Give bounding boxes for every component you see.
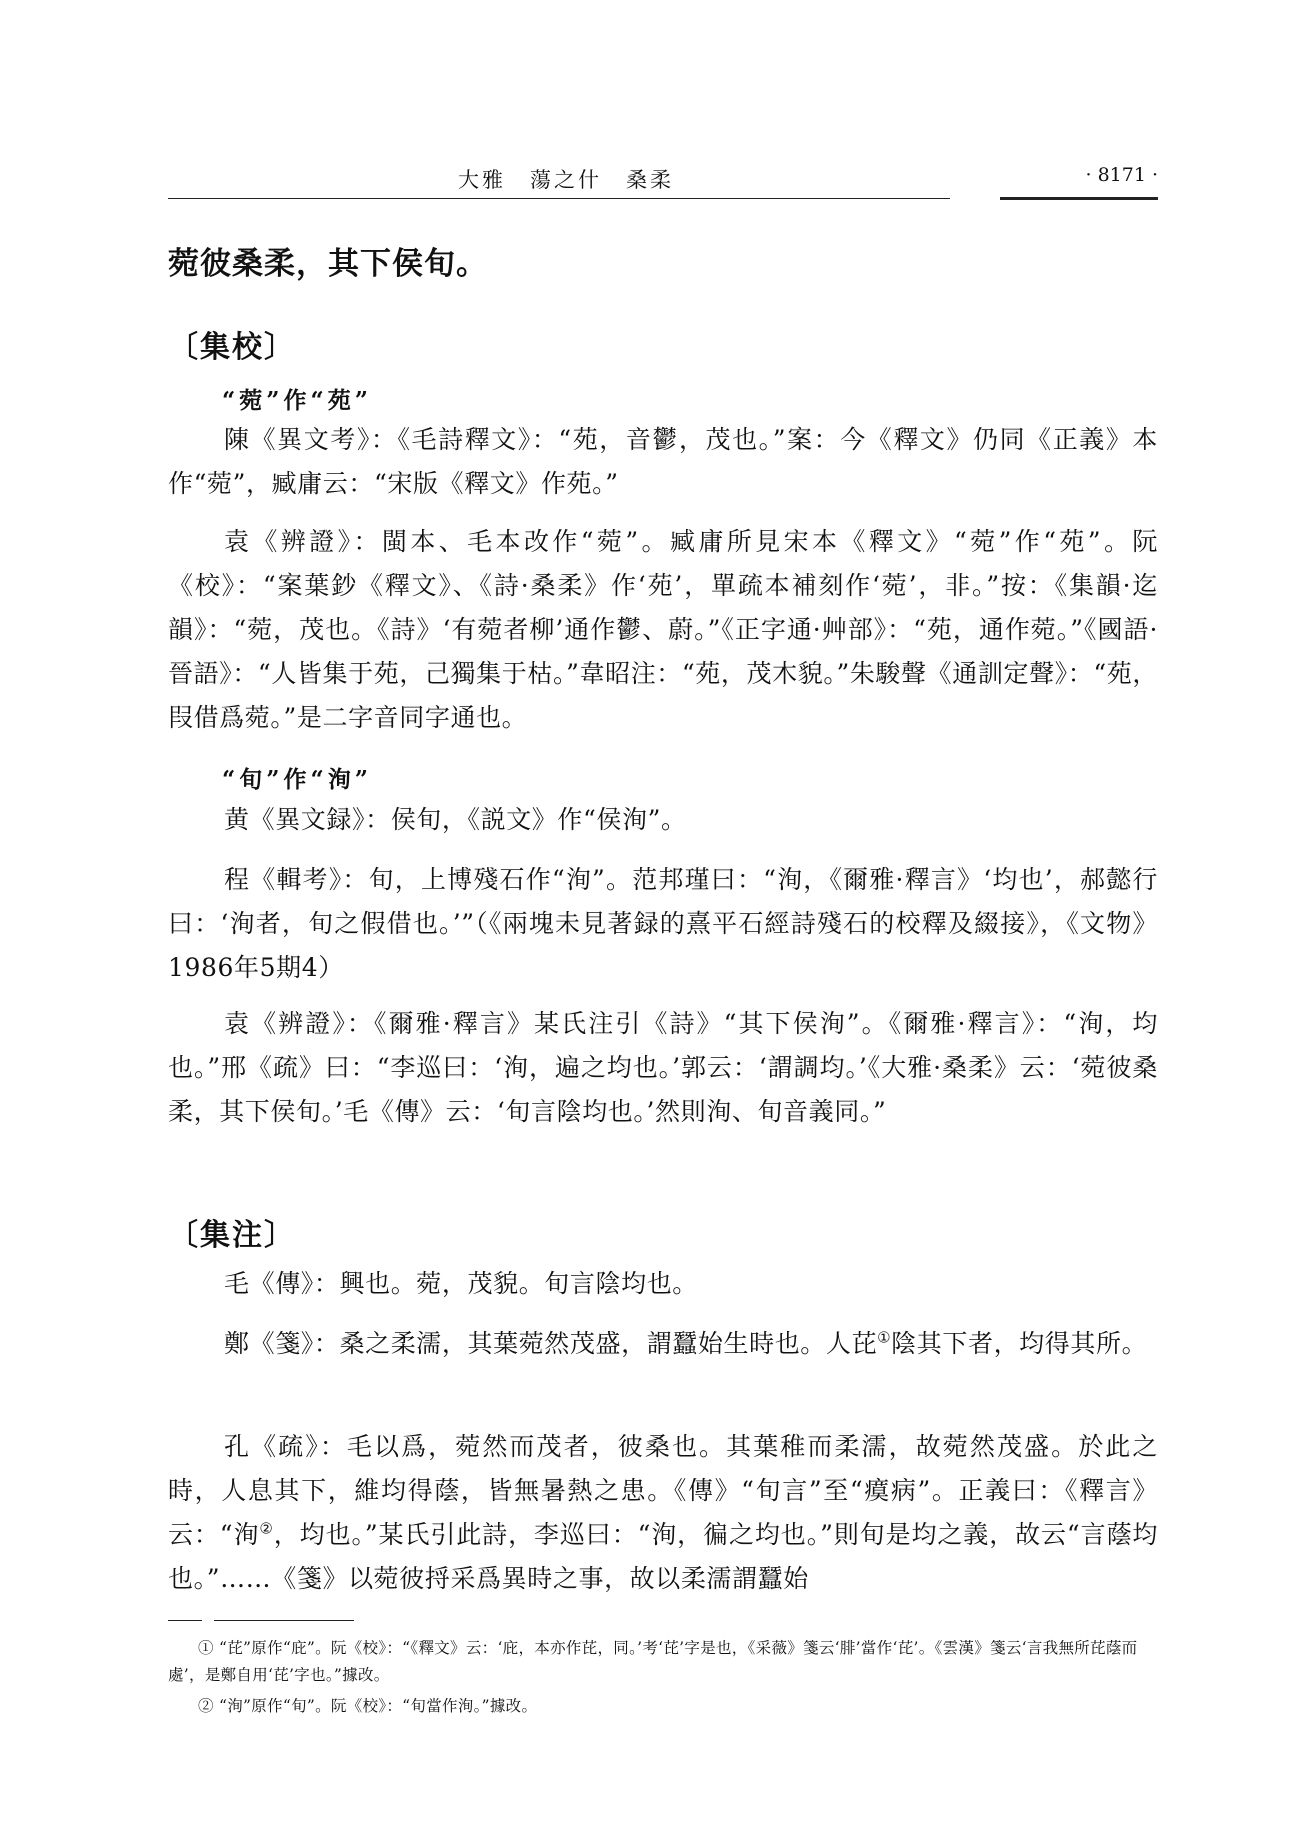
footnote-2: ② “洵”原作“旬”。阮《校》：“旬當作洵。”據改。 — [198, 1697, 538, 1715]
page-number: · 8171 · — [1085, 164, 1158, 186]
paragraph-chen-yiwenkao: 陳《異文考》：《毛詩釋文》：“苑，音鬱，茂也。”案：今《釋文》仍同《正義》本作“菀”，臧庸云：“宋版《釋文》作苑。” — [168, 425, 1158, 498]
header-rule-thick — [1000, 197, 1158, 200]
running-header-title: 大雅 蕩之什 桑柔 — [458, 168, 674, 192]
footnote-rule — [214, 1620, 354, 1621]
header-rule — [168, 198, 950, 199]
footnote-rule — [168, 1620, 202, 1621]
text-run: 孔《疏》：毛以爲，菀然而茂者，彼桑也。其葉稚而柔濡，故菀然茂盛。於此之時，人息其下，維均得蔭，皆無暑熱之患。《傳》“旬言”至“瘼病”。正義曰：《釋言》云：“洵 — [168, 1432, 1158, 1549]
section-heading-jijiao: 〔集校〕 — [168, 330, 296, 365]
text-run: ，均也。”某氏引此詩，李巡曰：“洵，徧之均也。”則旬是均之義，故云“言蔭均也。”……《箋》以菀彼捋采爲異時之事，故以柔濡謂蠶始 — [168, 1520, 1158, 1593]
paragraph-yuan-bianzheng-2: 袁《辨證》：《爾雅·釋言》某氏注引《詩》“其下侯洵”。《爾雅·釋言》：“洵，均也。”邢《疏》曰：“李巡曰：‘洵，遍之均也。’郭云：‘謂調均。’《大雅·桑柔》云：‘菀彼桑柔，其下侯旬。’毛《傳》云：‘旬言陰均也。’然則洵、旬音義同。” — [168, 1009, 1158, 1126]
text-run: 鄭《箋》：桑之柔濡，其葉菀然茂盛，謂蠶始生時也。人芘 — [224, 1329, 878, 1358]
main-verse: 菀彼桑柔，其下侯旬。 — [168, 246, 488, 282]
footnote-ref-2: ② — [259, 1519, 274, 1538]
paragraph-kong-shu — [168, 1425, 1158, 1601]
running-header — [168, 158, 1158, 198]
paragraph-yuan-bianzheng-1: 袁《辨證》：閩本、毛本改作“菀”。臧庸所見宋本《釋文》“菀”作“苑”。阮《校》：“案葉鈔《釋文》、《詩·桑柔》作‘苑’，單疏本補刻作‘菀’，非。”按：《集韻·迄韻》：“菀，茂也。《詩》‘有菀者柳’通作鬱、蔚。”《正字通·艸部》：“苑，通作菀。”《國語·晉語》：“人皆集于苑，己獨集于枯。”韋昭注：“苑，茂木貌。”朱駿聲《通訓定聲》：“苑，叚借爲菀。”是二字音同字通也。 — [168, 527, 1158, 732]
paragraph-mao-zhuan: 毛《傳》：興也。菀，茂貌。旬言陰均也。 — [224, 1269, 698, 1298]
sub-heading-xun-xun: “旬”作“洵” — [222, 766, 372, 793]
footnote-1: ① “芘”原作“庇”。阮《校》：“《釋文》云：‘庇，本亦作芘，同。’考‘芘’字是也，《采薇》箋云‘腓’當作‘芘’。《雲漢》箋云‘言我無所芘蔭而處’，是鄭自用‘芘’字也。”據改。 — [168, 1639, 1138, 1684]
paragraph-cheng-jikao: 程《輯考》：旬，上博殘石作“洵”。范邦瑾曰：“洵，《爾雅·釋言》‘均也’，郝懿行曰：‘洵者，旬之假借也。’”（《兩塊未見著録的熹平石經詩殘石的校釋及綴接》，《文物》1986年5期4） — [168, 865, 1158, 982]
sub-heading-wan-yuan: “菀”作“苑” — [222, 387, 372, 414]
footnote-ref-1: ① — [877, 1328, 892, 1347]
text-run: 陰其下者，均得其所。 — [891, 1329, 1148, 1358]
paragraph-zheng-jian — [168, 1322, 1158, 1366]
section-heading-jizhu: 〔集注〕 — [168, 1218, 296, 1253]
paragraph-huang-yiwenlu: 黄《異文録》：侯旬，《説文》作“侯洵”。 — [224, 805, 687, 834]
